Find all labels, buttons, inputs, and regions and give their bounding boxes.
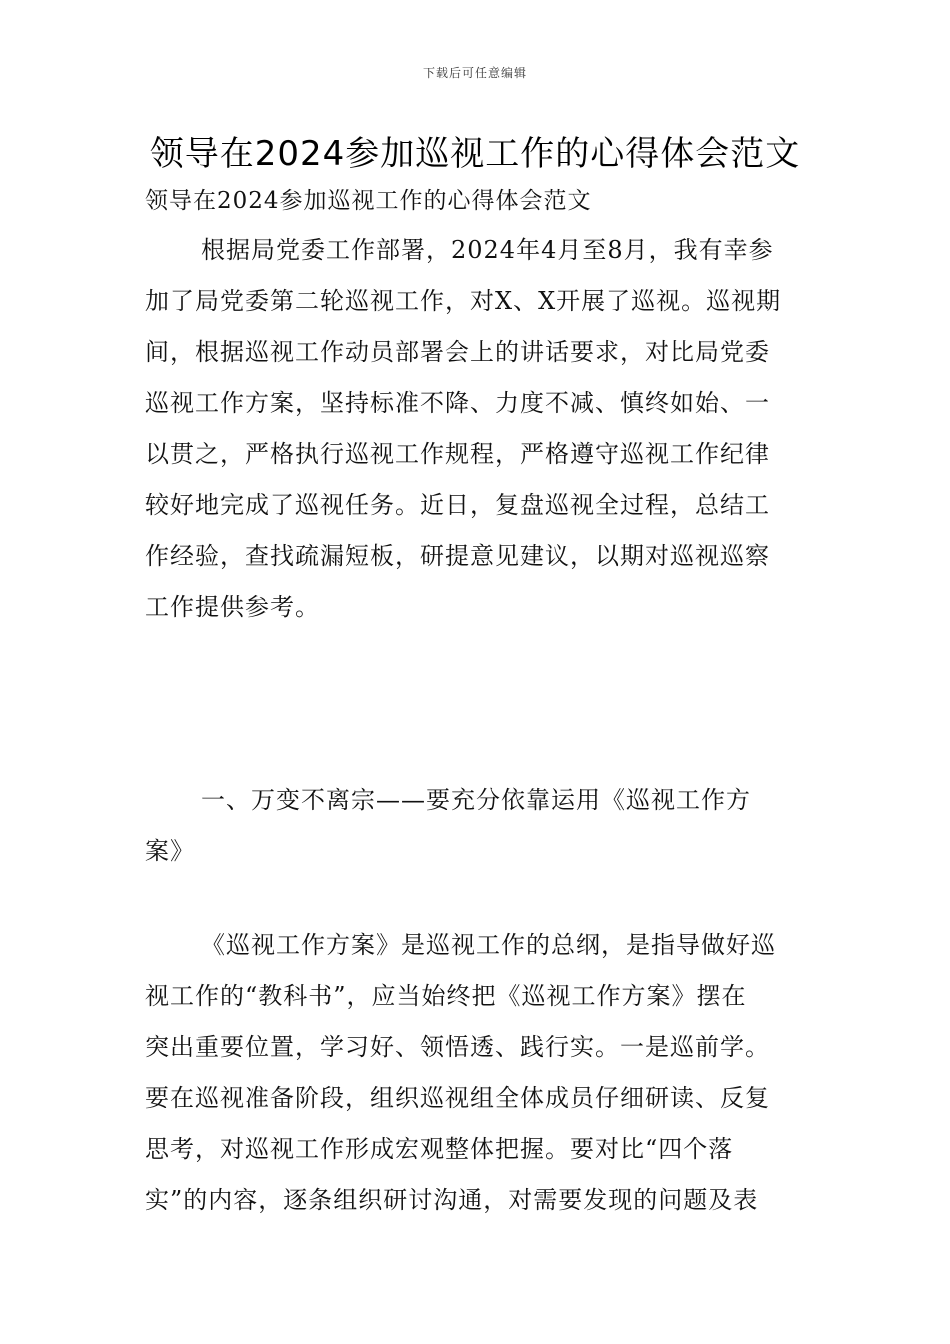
intro-line: 以贯之，严格执行巡视工作规程，严格遵守巡视工作纪律: [145, 440, 770, 468]
document-subtitle: 领导在2024参加巡视工作的心得体会范文: [145, 188, 592, 214]
section-body-line: 突出重要位置，学习好、领悟透、践行实。一是巡前学。: [145, 1033, 770, 1061]
section-body-line: 实”的内容，逐条组织研讨沟通，对需要发现的问题及表: [145, 1186, 759, 1214]
section-heading-1: [145, 775, 807, 877]
intro-line: 加了局党委第二轮巡视工作，对X、X开展了巡视。巡视期: [145, 287, 782, 315]
section-body-line: 视工作的“教科书”，应当始终把《巡视工作方案》摆在: [145, 982, 747, 1010]
intro-line: 工作提供参考。: [145, 593, 320, 621]
intro-line: 根据局党委工作部署，2024年4月至8月，我有幸参: [201, 236, 774, 264]
section-body-line: 思考，对巡视工作形成宏观整体把握。要对比“四个落: [145, 1135, 734, 1163]
document-title: 领导在2024参加巡视工作的心得体会范文: [149, 134, 801, 174]
section-body-line: 要在巡视准备阶段，组织巡视组全体成员仔细研读、反复: [145, 1084, 770, 1112]
section-body-line: 《巡视工作方案》是巡视工作的总纲，是指导做好巡: [201, 931, 776, 959]
section-heading-line: 案》: [145, 837, 195, 865]
header-note: 下载后可任意编辑: [422, 66, 527, 80]
intro-line: 间，根据巡视工作动员部署会上的讲话要求，对比局党委: [145, 338, 770, 366]
section-body-1: [145, 920, 807, 1226]
intro-line: 巡视工作方案，坚持标准不降、力度不减、慎终如始、一: [145, 389, 770, 417]
intro-paragraph: [145, 225, 807, 633]
intro-line: 较好地完成了巡视任务。近日，复盘巡视全过程，总结工: [145, 491, 770, 519]
intro-line: 作经验，查找疏漏短板，研提意见建议，以期对巡视巡察: [145, 542, 770, 570]
section-heading-line: 一、万变不离宗——要充分依靠运用《巡视工作方: [201, 786, 751, 814]
